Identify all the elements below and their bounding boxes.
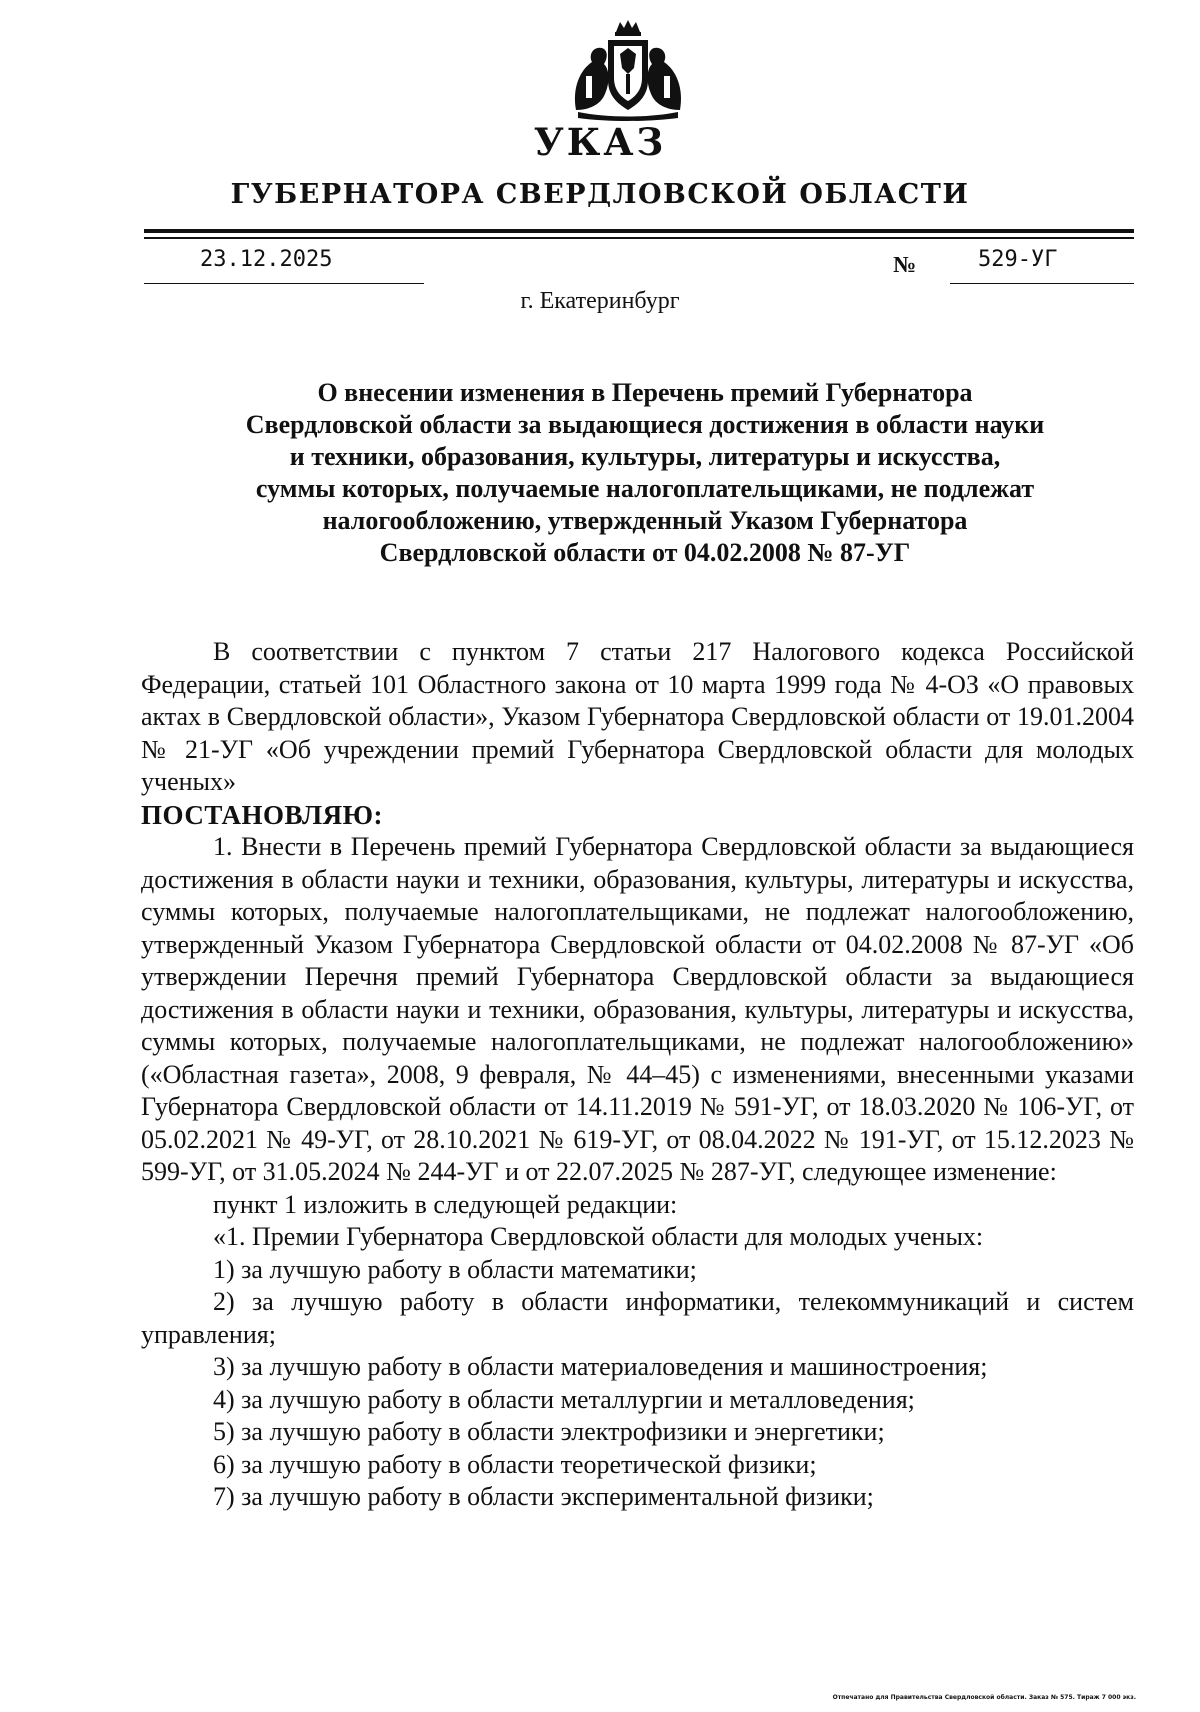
decree-heading — [150, 377, 1140, 569]
heading-line: Свердловской области за выдающиеся достижения в области науки — [245, 410, 1045, 439]
list-item: 2) за лучшую работу в области информатики, телекоммуникаций и систем управления; — [141, 1287, 1134, 1349]
list-item: 7) за лучшую работу в области экспериментальной физики; — [213, 1482, 874, 1511]
date-underline — [144, 283, 424, 284]
city-name: г. Екатеринбург — [520, 288, 680, 314]
number-sign: № — [893, 252, 917, 277]
list-item: 5) за лучшую работу в области электрофизики и энергетики; — [213, 1417, 885, 1446]
list-item: 1) за лучшую работу в области математики; — [213, 1254, 697, 1284]
heading-line: О внесении изменения в Перечень премий Губернатора — [317, 378, 973, 407]
print-footer: Отпечатано для Правительства Свердловской области. Заказ № 575. Тираж 7 000 экз. — [832, 1694, 1136, 1701]
issuer-title: ГУБЕРНАТОРА СВЕРДЛОВСКОЙ ОБЛАСТИ — [230, 179, 970, 210]
decree-body — [141, 636, 1134, 1514]
decree-word: ПОСТАНОВЛЯЮ: — [141, 799, 383, 830]
list-item: 6) за лучшую работу в области теоретической физики; — [213, 1449, 817, 1479]
header-rule-thick — [144, 229, 1134, 233]
number-underline — [950, 283, 1134, 284]
decree-date: 23.12.2025 — [200, 247, 333, 272]
heading-line: Свердловской области от 04.02.2008 № 87-УГ — [379, 538, 911, 567]
coat-of-arms-emblem — [568, 18, 688, 122]
decree-number: 529-УГ — [978, 247, 1058, 272]
heading-line: и техники, образования, культуры, литературы и искусства, — [289, 442, 1001, 471]
item-1-paragraph: 1. Внести в Перечень премий Губернатора Свердловской области за выдающиеся достижения в области науки и техники, образования, культуры, литературы и искусства, суммы которых, получаемые налогоплательщиками, не подлежат налогообложению, утвержденный Указом Губернатора Свердловской области от 04.02.2008 № 87-УГ «Об утверждении Перечня премий Губернатора Свердловской области за выдающиеся достижения в области науки и техники, образования, культуры, литературы и искусства, суммы которых, получаемые налогоплательщиками, не подлежат налогообложению» («Областная газета», 2008, 9 февраля, № 44–45) с изменениями, внесенными указами Губернатора Свердловской области от 14.11.2019 № 591-УГ, от 18.03.2020 № 106-УГ, от 05.02.2021 № 49-УГ, от 28.10.2021 № 619-УГ, от 08.04.2022 № 191-УГ, от 15.12.2023 № 599-УГ, от 31.05.2024 № 244-УГ и от 22.07.2025 № 287-УГ, следующее изменение: — [141, 832, 1134, 1186]
list-item: 4) за лучшую работу в области металлургии и металловедения; — [213, 1384, 915, 1414]
document-type-title: УКАЗ — [533, 120, 667, 164]
header-rule-thin — [144, 237, 1134, 239]
intro-paragraph: пункт 1 изложить в следующей редакции: — [213, 1189, 678, 1219]
list-item: 3) за лучшую работу в области материаловедения и машиностроения; — [213, 1352, 988, 1381]
quoted-item-heading: «1. Премии Губернатора Свердловской области для молодых ученых: — [213, 1222, 984, 1251]
preamble-paragraph: В соответствии с пунктом 7 статьи 217 Налогового кодекса Российской Федерации, статьей 101 Областного закона от 10 марта 1999 года № 4-ОЗ «О правовых актах в Свердловской области», Указом Губернатора Свердловской области от 19.01.2004 № 21-УГ «Об учреждении премий Губернатора Свердловской области для молодых ученых» — [141, 637, 1134, 796]
heading-line: налогообложению, утвержденный Указом Губернатора — [322, 506, 968, 535]
heading-line: суммы которых, получаемые налогоплательщиками, не подлежат — [255, 474, 1035, 503]
